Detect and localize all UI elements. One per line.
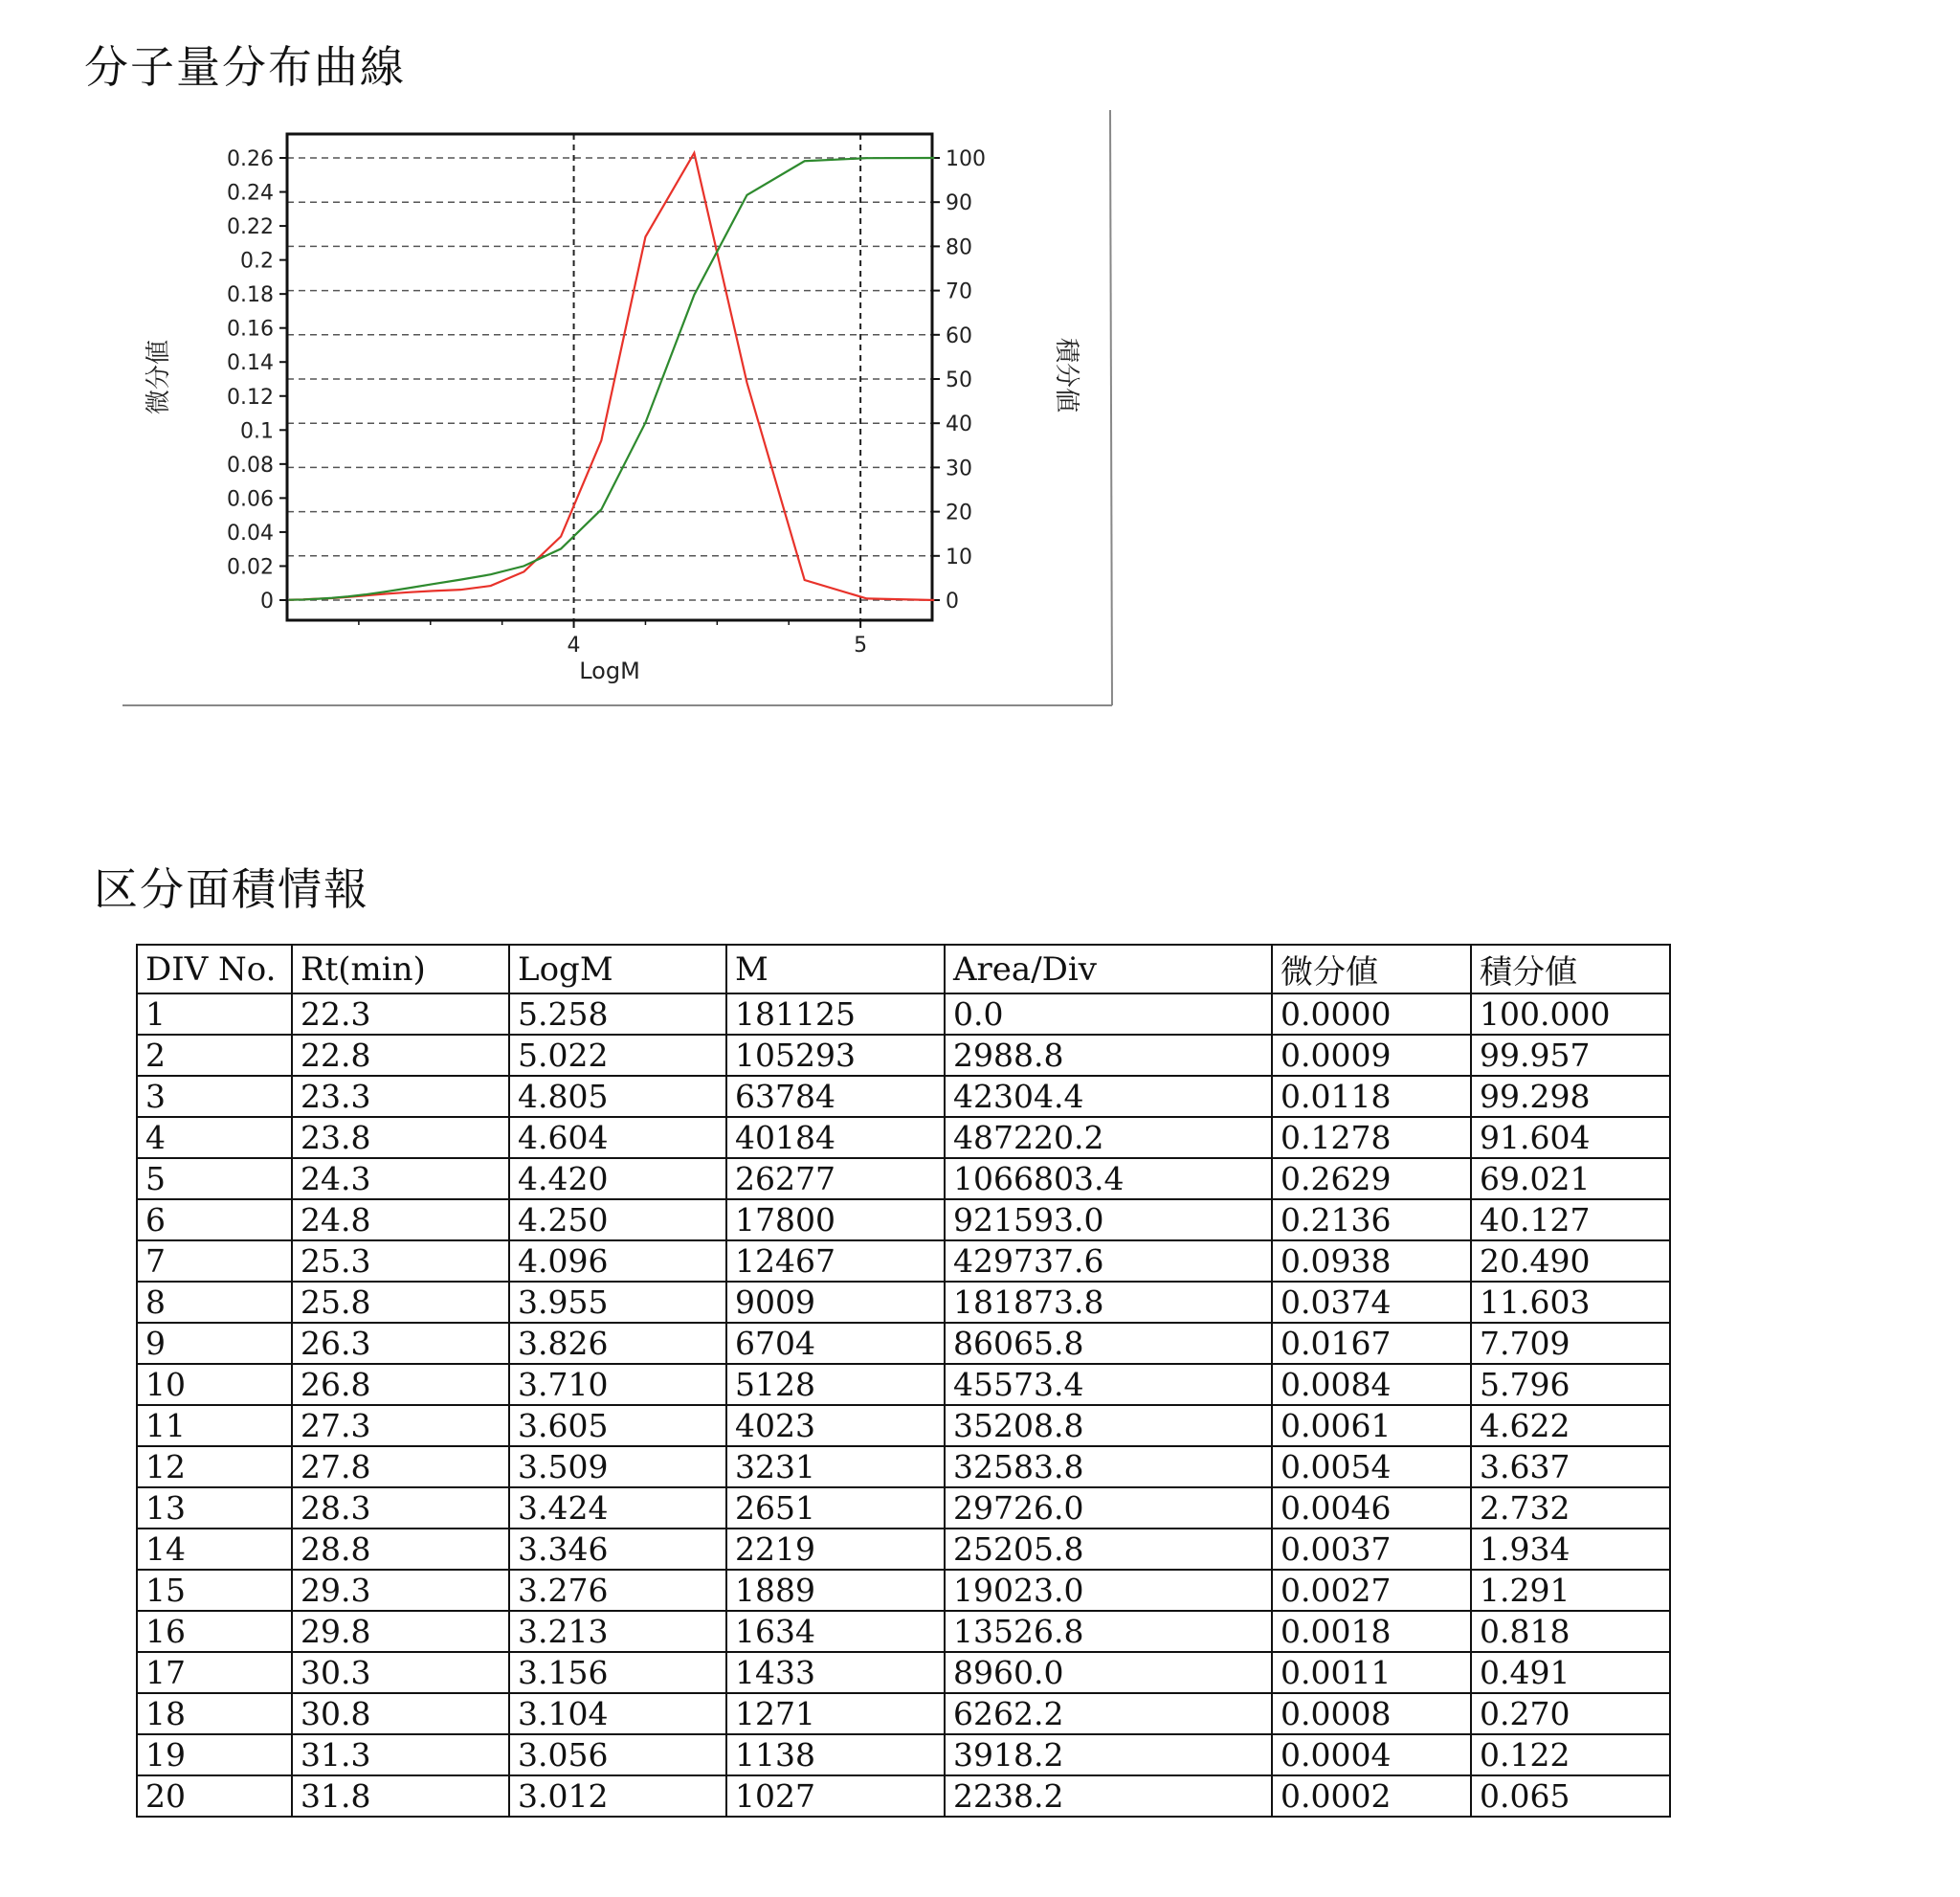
cell-area-div: 429737.6: [945, 1240, 1272, 1282]
cell-rt: 31.8: [292, 1775, 509, 1817]
cell-div-no: 17: [137, 1652, 292, 1693]
plot-area-border: [287, 134, 932, 620]
cell-m: 17800: [726, 1199, 945, 1240]
cell-logm: 5.022: [509, 1035, 726, 1076]
y-right-tick-label: 90: [946, 191, 972, 216]
y-left-tick-label: 0.04: [227, 521, 274, 546]
cell-area-div: 42304.4: [945, 1076, 1272, 1117]
cell-differential: 0.0938: [1272, 1240, 1471, 1282]
cell-area-div: 8960.0: [945, 1652, 1272, 1693]
header-area-div: Area/Div: [945, 945, 1272, 993]
cell-integral: 0.270: [1471, 1693, 1670, 1734]
cell-rt: 25.8: [292, 1282, 509, 1323]
cell-rt: 26.8: [292, 1364, 509, 1405]
cell-integral: 1.291: [1471, 1570, 1670, 1611]
cell-logm: 3.276: [509, 1570, 726, 1611]
table-header-row: [137, 945, 1670, 993]
y-left-tick-label: 0.1: [240, 419, 274, 444]
cell-div-no: 7: [137, 1240, 292, 1282]
chart-frame-right-line: [1110, 110, 1112, 705]
table-row: [137, 1158, 1670, 1199]
cell-div-no: 8: [137, 1282, 292, 1323]
cell-logm: 5.258: [509, 993, 726, 1035]
cell-integral: 20.490: [1471, 1240, 1670, 1282]
cell-differential: 0.0037: [1272, 1529, 1471, 1570]
chart-series: [289, 153, 934, 600]
chart-ticks: [227, 147, 986, 658]
cell-div-no: 13: [137, 1487, 292, 1529]
cell-div-no: 15: [137, 1570, 292, 1611]
cell-m: 6704: [726, 1323, 945, 1364]
cell-m: 3231: [726, 1446, 945, 1487]
y-right-tick-label: 0: [946, 590, 959, 614]
cell-rt: 24.8: [292, 1199, 509, 1240]
cell-m: 26277: [726, 1158, 945, 1199]
cell-m: 1027: [726, 1775, 945, 1817]
cell-div-no: 6: [137, 1199, 292, 1240]
table-row: [137, 1076, 1670, 1117]
y-right-tick-label: 20: [946, 501, 972, 525]
header-integral: 積分値: [1471, 945, 1670, 993]
cell-integral: 3.637: [1471, 1446, 1670, 1487]
cell-div-no: 19: [137, 1734, 292, 1775]
cell-integral: 0.122: [1471, 1734, 1670, 1775]
chart-section-title: 分子量分布曲線: [84, 41, 406, 93]
cell-integral: 40.127: [1471, 1199, 1670, 1240]
table-row: [137, 1446, 1670, 1487]
cell-differential: 0.0004: [1272, 1734, 1471, 1775]
cell-div-no: 11: [137, 1405, 292, 1446]
y-left-tick-label: 0.12: [227, 385, 274, 410]
cell-integral: 4.622: [1471, 1405, 1670, 1446]
cell-area-div: 45573.4: [945, 1364, 1272, 1405]
cell-integral: 5.796: [1471, 1364, 1670, 1405]
cell-logm: 4.096: [509, 1240, 726, 1282]
cell-differential: 0.0009: [1272, 1035, 1471, 1076]
cell-area-div: 29726.0: [945, 1487, 1272, 1529]
cell-differential: 0.0002: [1272, 1775, 1471, 1817]
cell-area-div: 19023.0: [945, 1570, 1272, 1611]
cell-differential: 0.0374: [1272, 1282, 1471, 1323]
header-m: M: [726, 945, 945, 993]
cell-integral: 0.491: [1471, 1652, 1670, 1693]
table-row: [137, 1405, 1670, 1446]
x-tick-label: 4: [567, 634, 581, 658]
cell-integral: 1.934: [1471, 1529, 1670, 1570]
y-left-tick-label: 0.24: [227, 181, 274, 206]
cell-integral: 69.021: [1471, 1158, 1670, 1199]
cell-m: 5128: [726, 1364, 945, 1405]
cell-div-no: 14: [137, 1529, 292, 1570]
table-row: [137, 1611, 1670, 1652]
cell-area-div: 181873.8: [945, 1282, 1272, 1323]
cell-logm: 3.056: [509, 1734, 726, 1775]
cell-m: 2651: [726, 1487, 945, 1529]
table-row: [137, 1652, 1670, 1693]
table-row: [137, 1323, 1670, 1364]
table-row: [137, 1734, 1670, 1775]
cell-logm: 3.424: [509, 1487, 726, 1529]
cell-differential: 0.0011: [1272, 1652, 1471, 1693]
cell-logm: 3.955: [509, 1282, 726, 1323]
table-section-title: 区分面積情報: [94, 863, 369, 915]
cell-div-no: 16: [137, 1611, 292, 1652]
cell-area-div: 86065.8: [945, 1323, 1272, 1364]
x-tick-label: 5: [854, 634, 868, 658]
cell-logm: 3.213: [509, 1611, 726, 1652]
cell-area-div: 0.0: [945, 993, 1272, 1035]
header-rt: Rt(min): [292, 945, 509, 993]
area-info-table: [136, 944, 1671, 1818]
cell-rt: 22.3: [292, 993, 509, 1035]
cell-div-no: 5: [137, 1158, 292, 1199]
table-row: [137, 993, 1670, 1035]
cell-integral: 7.709: [1471, 1323, 1670, 1364]
cell-div-no: 2: [137, 1035, 292, 1076]
table-row: [137, 1364, 1670, 1405]
y-right-tick-label: 30: [946, 457, 972, 481]
cell-differential: 0.0046: [1272, 1487, 1471, 1529]
y-right-tick-label: 70: [946, 279, 972, 304]
cell-rt: 23.3: [292, 1076, 509, 1117]
cell-rt: 29.3: [292, 1570, 509, 1611]
cell-differential: 0.0167: [1272, 1323, 1471, 1364]
cell-area-div: 487220.2: [945, 1117, 1272, 1158]
cell-m: 1889: [726, 1570, 945, 1611]
table-row: [137, 1035, 1670, 1076]
cell-div-no: 20: [137, 1775, 292, 1817]
cell-integral: 99.298: [1471, 1076, 1670, 1117]
cell-area-div: 25205.8: [945, 1529, 1272, 1570]
cell-div-no: 3: [137, 1076, 292, 1117]
molecular-weight-distribution-chart: [0, 0, 1960, 747]
header-div-no: DIV No.: [137, 945, 292, 993]
y-left-tick-label: 0.18: [227, 283, 274, 308]
y-left-tick-label: 0.14: [227, 351, 274, 376]
cell-rt: 30.3: [292, 1652, 509, 1693]
y-right-tick-label: 60: [946, 324, 972, 348]
table-row: [137, 1570, 1670, 1611]
cell-rt: 30.8: [292, 1693, 509, 1734]
cell-m: 1433: [726, 1652, 945, 1693]
cell-m: 9009: [726, 1282, 945, 1323]
cell-differential: 0.1278: [1272, 1117, 1471, 1158]
table-row: [137, 1282, 1670, 1323]
cell-integral: 100.000: [1471, 993, 1670, 1035]
header-logm: LogM: [509, 945, 726, 993]
table-row: [137, 1117, 1670, 1158]
cell-rt: 31.3: [292, 1734, 509, 1775]
table-row: [137, 1487, 1670, 1529]
cell-logm: 3.012: [509, 1775, 726, 1817]
cell-logm: 4.805: [509, 1076, 726, 1117]
cell-rt: 24.3: [292, 1158, 509, 1199]
cell-logm: 3.104: [509, 1693, 726, 1734]
y-left-tick-label: 0.26: [227, 147, 274, 171]
table-row: [137, 1775, 1670, 1817]
cell-area-div: 2238.2: [945, 1775, 1272, 1817]
y-right-tick-label: 10: [946, 545, 972, 569]
cell-rt: 23.8: [292, 1117, 509, 1158]
cell-m: 2219: [726, 1529, 945, 1570]
cell-logm: 3.509: [509, 1446, 726, 1487]
cell-integral: 91.604: [1471, 1117, 1670, 1158]
cell-integral: 2.732: [1471, 1487, 1670, 1529]
cell-differential: 0.0027: [1272, 1570, 1471, 1611]
cell-m: 4023: [726, 1405, 945, 1446]
cell-integral: 0.818: [1471, 1611, 1670, 1652]
cell-div-no: 4: [137, 1117, 292, 1158]
cell-differential: 0.2629: [1272, 1158, 1471, 1199]
y-right-tick-label: 50: [946, 368, 972, 392]
cell-m: 1138: [726, 1734, 945, 1775]
cell-area-div: 3918.2: [945, 1734, 1272, 1775]
cell-differential: 0.0118: [1272, 1076, 1471, 1117]
y-left-tick-label: 0.08: [227, 453, 274, 478]
cell-m: 12467: [726, 1240, 945, 1282]
y-left-tick-label: 0: [260, 590, 274, 614]
cell-m: 63784: [726, 1076, 945, 1117]
y-left-tick-label: 0.06: [227, 487, 274, 512]
cell-differential: 0.0084: [1272, 1364, 1471, 1405]
cell-rt: 29.8: [292, 1611, 509, 1652]
cell-m: 40184: [726, 1117, 945, 1158]
cell-differential: 0.0061: [1272, 1405, 1471, 1446]
cell-rt: 28.3: [292, 1487, 509, 1529]
cell-div-no: 9: [137, 1323, 292, 1364]
cell-differential: 0.0018: [1272, 1611, 1471, 1652]
cell-rt: 22.8: [292, 1035, 509, 1076]
cell-div-no: 18: [137, 1693, 292, 1734]
x-axis-label: LogM: [579, 658, 640, 684]
cell-logm: 3.346: [509, 1529, 726, 1570]
cell-area-div: 1066803.4: [945, 1158, 1272, 1199]
cell-m: 105293: [726, 1035, 945, 1076]
cell-logm: 3.156: [509, 1652, 726, 1693]
cell-logm: 4.604: [509, 1117, 726, 1158]
cell-m: 1271: [726, 1693, 945, 1734]
cell-integral: 99.957: [1471, 1035, 1670, 1076]
cell-area-div: 35208.8: [945, 1405, 1272, 1446]
table-row: [137, 1529, 1670, 1570]
table-row: [137, 1693, 1670, 1734]
y-right-tick-label: 100: [946, 147, 986, 171]
cell-integral: 0.065: [1471, 1775, 1670, 1817]
cell-area-div: 6262.2: [945, 1693, 1272, 1734]
table-row: [137, 1199, 1670, 1240]
y-axis-left-label: 微分値: [145, 339, 173, 415]
cell-logm: 4.420: [509, 1158, 726, 1199]
cell-differential: 0.2136: [1272, 1199, 1471, 1240]
chart-grid: [287, 134, 932, 620]
cell-rt: 27.8: [292, 1446, 509, 1487]
cell-differential: 0.0054: [1272, 1446, 1471, 1487]
cell-div-no: 12: [137, 1446, 292, 1487]
cell-logm: 3.710: [509, 1364, 726, 1405]
table-row: [137, 1240, 1670, 1282]
cell-logm: 3.605: [509, 1405, 726, 1446]
cell-area-div: 2988.8: [945, 1035, 1272, 1076]
cell-div-no: 1: [137, 993, 292, 1035]
cell-div-no: 10: [137, 1364, 292, 1405]
cell-m: 181125: [726, 993, 945, 1035]
y-left-tick-label: 0.22: [227, 215, 274, 240]
cell-rt: 28.8: [292, 1529, 509, 1570]
cell-rt: 25.3: [292, 1240, 509, 1282]
y-right-tick-label: 40: [946, 413, 972, 437]
differential-curve: [289, 153, 934, 600]
y-left-tick-label: 0.02: [227, 555, 274, 580]
cell-differential: 0.0000: [1272, 993, 1471, 1035]
y-axis-right-label: 積分値: [1052, 337, 1080, 413]
cell-rt: 27.3: [292, 1405, 509, 1446]
cell-rt: 26.3: [292, 1323, 509, 1364]
cell-logm: 4.250: [509, 1199, 726, 1240]
cell-area-div: 32583.8: [945, 1446, 1272, 1487]
cell-area-div: 13526.8: [945, 1611, 1272, 1652]
cell-integral: 11.603: [1471, 1282, 1670, 1323]
y-left-tick-label: 0.2: [240, 249, 274, 274]
cell-m: 1634: [726, 1611, 945, 1652]
y-left-tick-label: 0.16: [227, 317, 274, 342]
header-differential: 微分値: [1272, 945, 1471, 993]
y-right-tick-label: 80: [946, 235, 972, 260]
cell-area-div: 921593.0: [945, 1199, 1272, 1240]
cell-differential: 0.0008: [1272, 1693, 1471, 1734]
cell-logm: 3.826: [509, 1323, 726, 1364]
